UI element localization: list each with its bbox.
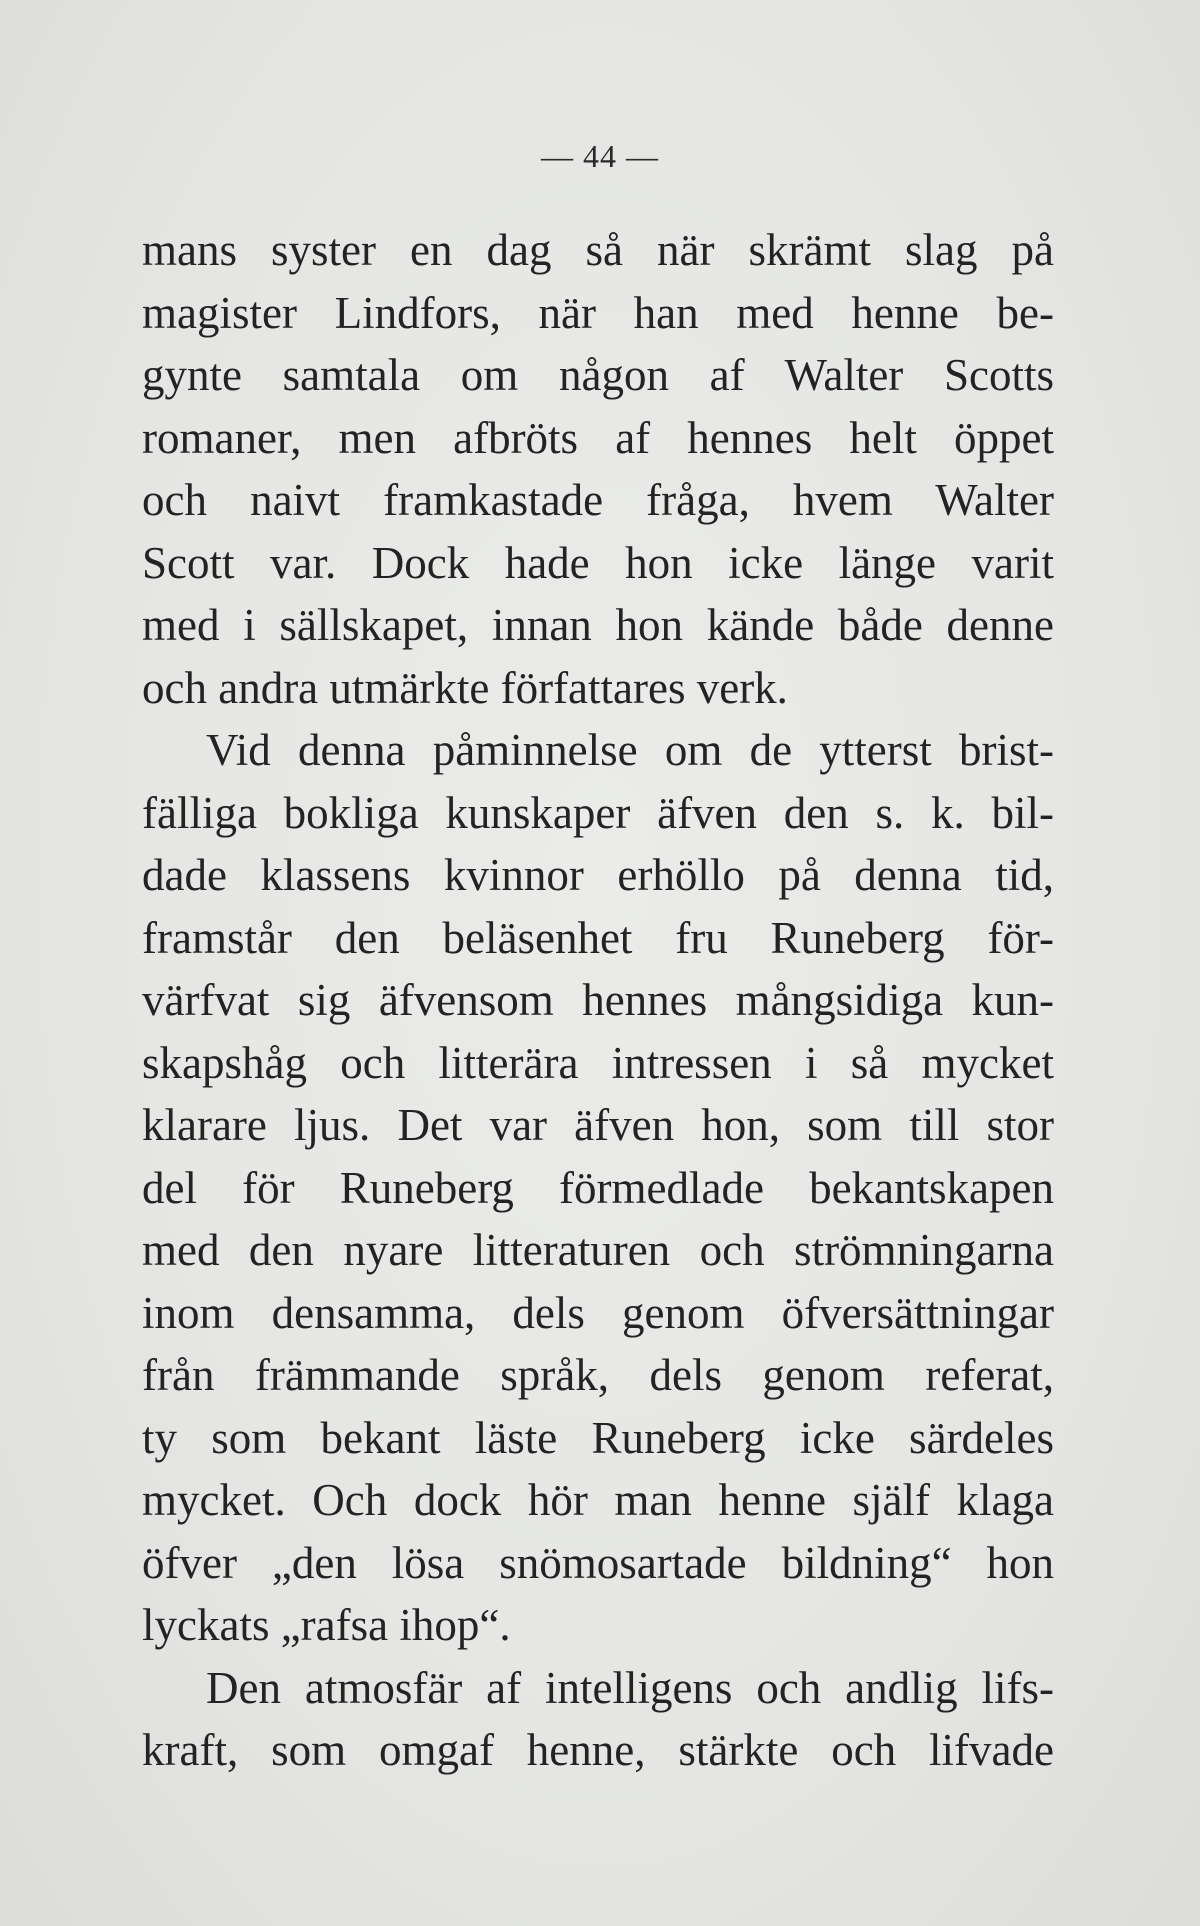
text-line: mans syster en dag så när skrämt slag på [142,225,1054,275]
text-line: Vid denna påminnelse om de ytterst brist- [206,725,1054,775]
body-text [142,219,1054,1782]
text-line: från främmande språk, dels genom referat, [142,1350,1054,1400]
text-line: magister Lindfors, när han med henne be- [142,287,1054,338]
text-line: klarare ljus. Det var äfven hon, som till stor [142,1100,1054,1150]
text-line: Scott var. Dock hade hon icke länge varit [142,537,1054,588]
text-line: lyckats „rafsa ihop“. [142,1600,511,1650]
page-number: — 44 — [541,138,659,174]
text-line: Den atmosfär af intelligens och andlig lifs- [206,1662,1054,1713]
text-line: fälliga bokliga kunskaper äfven den s. k. bil- [142,787,1054,838]
text-line: framstår den beläsenhet fru Runeberg för- [142,912,1054,963]
text-line: dade klassens kvinnor erhöllo på denna tid, [142,850,1054,900]
text-line: värfvat sig äfvensom hennes mångsidiga kun- [142,975,1054,1025]
text-line: romaner, men afbröts af hennes helt öppet [142,412,1054,463]
text-line: öfver „den lösa snömosartade bildning“ hon [142,1537,1054,1588]
text-line: gynte samtala om någon af Walter Scotts [142,350,1054,400]
text-line: ty som bekant läste Runeberg icke särdeles [142,1412,1054,1463]
text-line: och andra utmärkte författares verk. [142,662,788,713]
text-line: inom densamma, dels genom öfversättningar [142,1287,1054,1338]
text-line: med den nyare litteraturen och strömningarna [142,1225,1054,1275]
text-line: skapshåg och litterära intressen i så mycket [142,1037,1054,1088]
text-line: kraft, som omgaf henne, stärkte och lifvade [142,1725,1054,1775]
text-line: mycket. Och dock hör man henne själf klaga [142,1475,1054,1525]
text-line: del för Runeberg förmedlade bekantskapen [142,1162,1054,1213]
text-line: och naivt framkastade fråga, hvem Walter [142,475,1054,525]
text-line: med i sällskapet, innan hon kände både denne [142,600,1054,650]
